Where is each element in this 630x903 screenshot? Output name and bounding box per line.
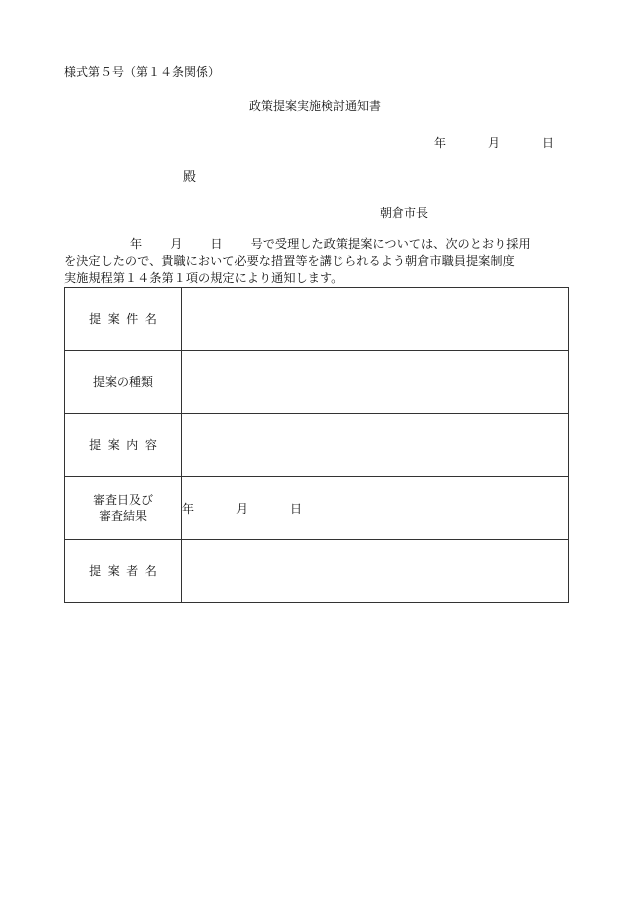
proposal-title-value[interactable] [182,288,569,351]
proposal-type-value[interactable] [182,351,569,414]
proposer-name-label: 提案者名 [65,540,182,603]
form-number: 様式第５号（第１４条関係） [64,65,221,79]
table-row [65,288,569,351]
proposal-type-label: 提案の種類 [65,351,182,414]
proposal-title-label: 提案件名 [65,288,182,351]
table-row [65,540,569,603]
review-date-result-value[interactable] [182,477,569,540]
body-line-1-text: 号で受理した政策提案については、次のとおり採用 [250,237,531,251]
review-label-line-2: 審査結果 [98,509,147,523]
table-row [65,351,569,414]
notification-body [64,236,570,287]
date-day-label: 日 [542,136,555,150]
review-date-result-label [65,477,182,540]
proposer-name-value[interactable] [182,540,569,603]
review-day-label: 日 [290,501,303,516]
body-day-label: 日 [210,237,223,251]
date-month-label: 月 [488,136,501,150]
body-line-1 [64,236,570,253]
body-line-2: を決定したので、貴職において必要な措置等を講じられるよう朝倉市職員提案制度 [64,254,515,268]
proposal-table [64,287,569,603]
review-month-label: 月 [236,501,249,516]
review-year-label: 年 [182,501,195,516]
body-month-label: 月 [170,237,183,251]
proposal-content-value[interactable] [182,414,569,477]
addressee-honorific: 殿 [183,170,197,185]
table-row [65,414,569,477]
date-year-label: 年 [434,136,447,150]
table-row [65,477,569,540]
body-line-3: 実施規程第１４条第１項の規定により通知します。 [64,271,344,285]
document-title: 政策提案実施検討通知書 [248,99,381,113]
review-label-line-1: 審査日及び [92,493,153,507]
body-year-label: 年 [130,237,143,251]
issuer-name: 朝倉市長 [380,206,429,220]
proposal-content-label: 提案内容 [65,414,182,477]
